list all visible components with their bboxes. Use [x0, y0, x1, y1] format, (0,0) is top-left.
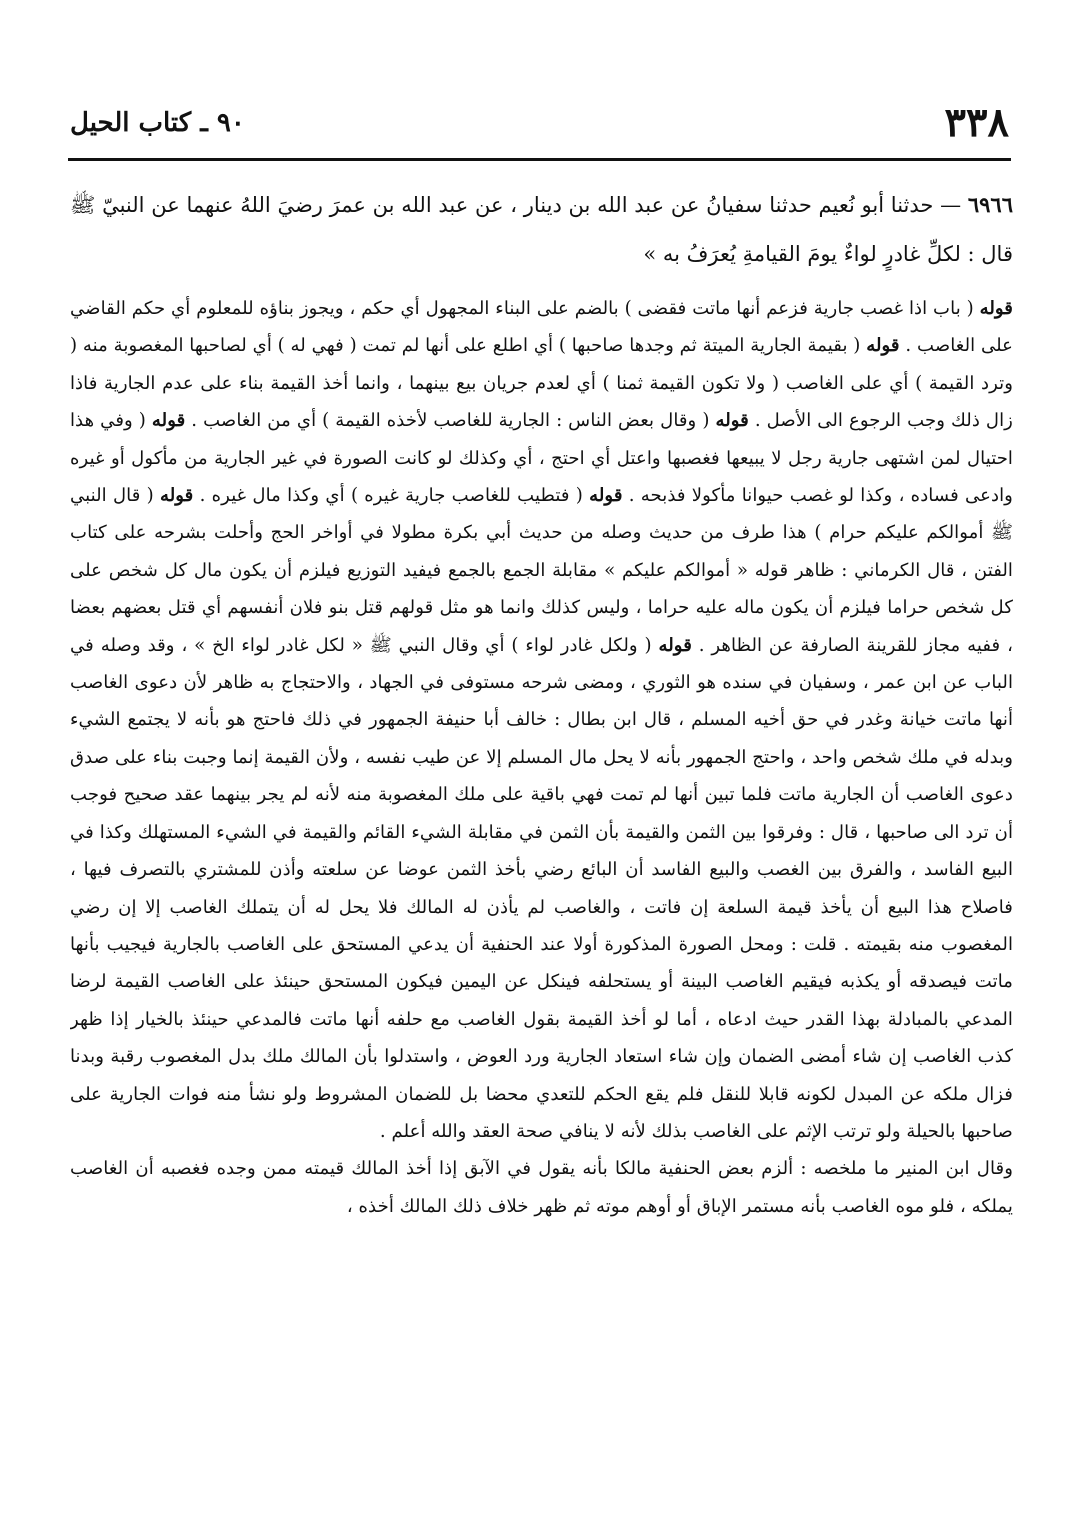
commentary-segment: ( باب اذا غصب جارية فزعم أنها ماتت فقضى ) بالضم على البناء المجهول أي حكم ، ويجوز بناؤه للمعلوم أي حكم القاضي على الغاصب .	[70, 298, 1013, 357]
keyword-qawluhu: قوله	[866, 335, 900, 357]
commentary-segment: ( وقال بعض الناس : الجارية للغاصب لأخذه القيمة ) أي من الغاصب .	[191, 410, 710, 432]
keyword-qawluhu: قوله	[979, 298, 1013, 319]
commentary-segment: ( ولكل غادر لواء ) أي وقال النبي ﷺ « لكل غادر لواء الخ » ، وقد وصله في الباب عن ابن عمر ، وسفيان في سنده هو الثوري ، ومضى شرحه مستوفى في الجهاد ، والاحتجاج به ظاهر لأن دعوى الغاصب أنها ماتت خيانة وغدر في حق أخيه المسلم ، قال ابن بطال : خالف أبا حنيفة الجمهور في ذلك فاحتج هو بأنه لا يجتمع الشيء وبدله في ملك شخص واحد ، واحتج الجمهور بأنه لا يحل مال المسلم إلا عن طيب نفسه ، ولأن القيمة إنما وجبت بناء على صدق دعوى الغاصب أن الجارية ماتت فلما تبين أنها لم تمت فهي باقية على ملك المغصوبة منه لأنه لم يجر بينهما عقد صحيح فوجب أن ترد الى صاحبها ، قال : وفرقوا بين الثمن والقيمة بأن الثمن في مقابلة الشيء القائم والقيمة في الشيء المستهلك وكذا في البيع الفاسد ، والفرق بين الغصب والبيع الفاسد أن البائع رضي بأخذ الثمن عوضا عن سلعته وأذن للمشتري بالتصرف فيها ، فاصلاح هذا البيع أن يأخذ قيمة السلعة إن فاتت ، والغاصب لم يأذن له المالك فلا يحل له أن يتملك الغاصب إلا إن رضي المغصوب منه بقيمته . قلت : ومحل الصورة المذكورة أولا عند الحنفية أن يدعي المستحق على الغاصب بالجارية فيجيب بأنها ماتت فيصدقه أو يكذبه فيقيم الغاصب البينة أو يستحلفه فينكل عن اليمين فيكون المستحق حينئذ على الغاصب القيمة لرضا المدعي بالمبادلة بهذا القدر حيث ادعاه ، أما لو أخذ القيمة بقول الغاصب مع حلفه أنها ماتت فالمدعي حينئذ بالخيار إذا ظهر كذب الغاصب إن شاء أمضى الضمان وإن شاء استعاد الجارية ورد العوض ، واستدلوا بأن المالك ملك بدل المغصوب رقبة وبدنا فزال ملكه عن المبدل لكونه قابلا للنقل فلم يقع الحكم للتعدي محضا بل للضمان المشروط ولو نشأ منه فوات الجارية على صاحبها بالحيلة ولو ترتب الإثم على الغاصب بذلك لأنه لا ينافي صحة العقد والله أعلم .	[70, 634, 1013, 1142]
running-head: ٩٠ ـ كتاب الحيل	[70, 108, 245, 138]
page-number: ٣٣٨	[944, 99, 1009, 146]
hadith-text	[70, 180, 1013, 280]
commentary-segment: ( قال النبي ﷺ أموالكم عليكم حرام ) هذا طرف من حديث وصله من حديث أبي بكرة مطولا في أواخر الحج وأحلت بشرحه على كتاب الفتن ، قال الكرماني : ظاهر قوله « أموالكم عليكم » مقابلة الجمع بالجمع فيفيد التوزيع فيلزم أن يكون مال كل شخص على كل شخص حراما فيلزم أن يكون ماله عليه حراما ، وليس كذلك وانما هو مثل قولهم قتل بنو فلان أنفسهم أي قتل بعضهم بعضا ، ففيه مجاز للقرينة الصارفة عن الظاهر .	[70, 485, 1013, 656]
header-rule	[68, 158, 1011, 161]
keyword-qawluhu: قوله	[715, 410, 749, 432]
hadith-number: ٦٩٦٦	[967, 192, 1013, 217]
commentary-paragraph	[70, 290, 1013, 1150]
page-header	[70, 92, 1009, 154]
keyword-qawluhu: قوله	[151, 410, 186, 432]
keyword-qawluhu: قوله	[589, 485, 623, 507]
commentary-segment: ( بقيمة الجارية الميتة ثم وجدها صاحبها ) أي اطلع على أنها لم تمت ( فهي له ) أي لصاحبها المغصوبة منه ( وترد القيمة ) أي على الغاصب ( ولا تكون القيمة ثمنا ) أي لعدم جريان بيع بينهما ، وانما أخذ القيمة بناء على عدم الجارية فاذا زال ذلك وجب الرجوع الى الأصل .	[70, 335, 1013, 432]
keyword-qawluhu: قوله	[159, 485, 194, 507]
hadith-body: — حدثنا أبو نُعيم حدثنا سفيانُ عن عبد الله بن دينار ، عن عبد الله بن عمرَ رضيَ اللهُ عنهما عن النبيّ ﷺ قال : لكلِّ غادرٍ لواءٌ يومَ القيامةِ يُعرَفُ به »	[70, 193, 1013, 266]
commentary-segment: وقال ابن المنير ما ملخصه : ألزم بعض الحنفية مالكا بأنه يقول في الآبق إذا أخذ المالك قيمته ممن وجده فغصبه أن الغاصب يملكه ، فلو موه الغاصب بأنه مستمر الإباق أو أوهم موته ثم ظهر خلاف ذلك المالك أخذه ،	[70, 1158, 1013, 1217]
commentary-segment: ( فتطيب للغاصب جارية غيره ) أي وكذا مال غيره .	[199, 485, 583, 507]
commentary-paragraph	[70, 1150, 1013, 1225]
keyword-qawluhu: قوله	[658, 634, 692, 656]
commentary-segment: ( وفي هذا احتيال لمن اشتهى جارية رجل لا يبيعها فغصبها واعتل أي احتج ، أي وكذلك لو كانت الصورة في غير الجارية من مأكول أو غيره وادعى فساده ، وكذا لو غصب حيوانا مأكولا فذبحه .	[70, 410, 1013, 507]
commentary-text	[70, 290, 1013, 1490]
